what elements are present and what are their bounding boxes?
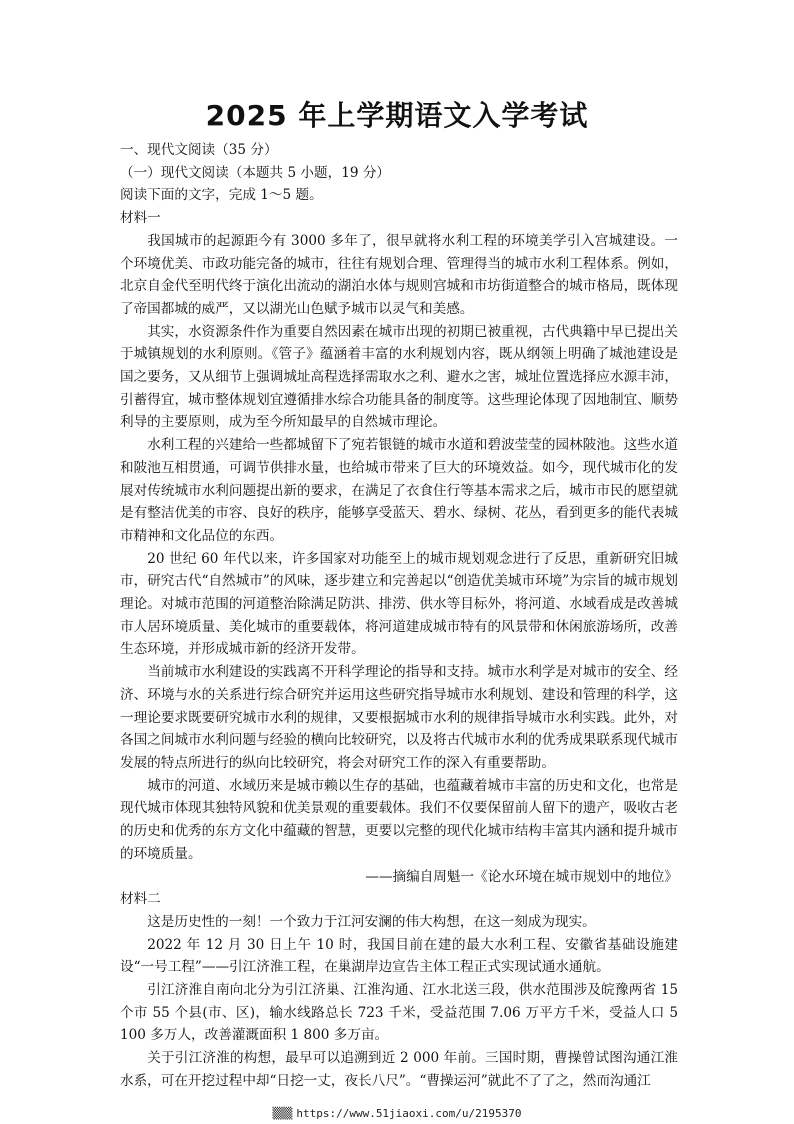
material-one-label: 材料一 xyxy=(120,210,161,227)
footer-watermark xyxy=(0,1107,794,1121)
footer-url-link[interactable]: https://www.51jiaoxi.com/u/2195370 xyxy=(296,1107,522,1120)
footer-mark: ▒▒▒ xyxy=(272,1107,293,1120)
exam-title: 2025 年上学期语文入学考试 xyxy=(205,99,589,132)
material-one-paragraph: 我国城市的起源距今有 3000 多年了，很早就将水利工程的环境美学引入宫城建设。一个环境优美、市政功能完备的城市，往往有规划合理、管理得当的城市水利工程体系。例如，北京自金代至明代终于演化出流动的湖泊水体与规则宫城和市坊街道整合的城市格局，既体现了帝国都城的威严，又以湖光山色赋予城市以灵气和美感。 xyxy=(120,232,678,317)
material-one-paragraph: 其实，水资源条件作为重要自然因素在城市出现的初期已被重视，古代典籍中早已提出关于城镇规划的水利原则。《管子》蕴涵着丰富的水利规划内容，既从纲领上明确了城池建设是国之要务，又从细节上强调城址高程选择需取水之利、避水之害，城址位置选择应水源丰沛，引蓄得宜，城市整体规划宜遵循排水综合功能具备的制度等。这些理论体现了因地制宜、顺势利导的主要原则，成为至今所知最早的自然城市理论。 xyxy=(120,323,678,431)
material-one-source: ——摘编自周魁一《论水环境在城市规划中的地位》 xyxy=(365,868,678,885)
material-two-paragraph: 引江济淮自南向北分为引江济巢、江淮沟通、江水北送三段，供水范围涉及皖豫两省 15 个市 55 个县(市、区)，输水线路总长 723 千米，受益范围 7.06 万平方千米，受益人口 5 100 多万人，改善灌溉面积 1 800 多万亩。 xyxy=(120,982,678,1044)
material-one-paragraph: 水利工程的兴建给一些都城留下了宛若银链的城市水道和碧波莹莹的园林陂池。这些水道和陂池互相贯通，可调节供排水量，也给城市带来了巨大的环境效益。如今，现代城市化的发展对传统城市水利问题提出新的要求，在满足了衣食住行等基本需求之后，城市市民的愿望就是有整洁优美的市容、良好的秩序，能够享受蓝天、碧水、绿树、花丛，看到更多的能代表城市精神和文化品位的东西。 xyxy=(120,437,678,544)
reading-instruction: 阅读下面的文字，完成 1～5 题。 xyxy=(120,187,323,204)
material-one-paragraph: 20 世纪 60 年代以来，许多国家对功能至上的城市规划观念进行了反思，重新研究旧城市，研究古代“自然城市”的风味，逐步建立和完善起以“创造优美城市环境”为宗旨的城市规划理论。对城市范围的河道整治除满足防洪、排涝、供水等目标外，将河道、水域看成是改善城市人居环境质量、美化城市的重要载体，将河道建成城市特有的风景带和休闲旅游场所，改善生态环境，并形成城市新的经济开发带。 xyxy=(120,550,678,658)
material-two-paragraph: 2022 年 12 月 30 日上午 10 时，我国目前在建的最大水利工程、安徽省基础设施建设“一号工程”——引江济淮工程，在巢湖岸边宣告主体工程正式实现试通水通航。 xyxy=(120,936,678,976)
material-two-paragraph: 关于引江济淮的构想，最早可以追溯到近 2 000 年前。三国时期，曹操曾试图沟通江淮水系，可在开挖过程中却“日挖一丈，夜长八尺”。“曹操运河”就此不了了之，然而沟通江 xyxy=(120,1050,678,1089)
material-one-paragraph: 当前城市水利建设的实践离不开科学理论的指导和支持。城市水利学是对城市的安全、经济、环境与水的关系进行综合研究并运用这些研究指导城市水利规划、建设和管理的科学，这一理论要求既要研究城市水利的规律，又要根据城市水利的规律指导城市水利实践。此外，对各国之间城市水利问题与经验的横向比较研究，以及将古代城市水利的优秀成果联系现代城市发展的特点所进行的纵向比较研究，将会对研究工作的深入有重要帮助。 xyxy=(120,664,678,771)
material-two-paragraph: 这是历史性的一刻！一个致力于江河安澜的伟大构想，在这一刻成为现实。 xyxy=(147,913,596,930)
exam-content xyxy=(120,139,678,1093)
material-two-label: 材料二 xyxy=(120,891,161,908)
material-one-paragraph: 城市的河道、水域历来是城市赖以生存的基础，也蕴藏着城市丰富的历史和文化，也常是现代城市体现其独特风貌和优美景观的重要载体。我们不仅要保留前人留下的遗产，吸收古老的历史和优秀的东方文化中蕴藏的智慧，更要以完整的现代化城市结构丰富其内涵和提升城市的环境质量。 xyxy=(120,777,678,862)
section-heading: 一、现代文阅读（35 分） xyxy=(120,142,278,158)
subsection-heading: （一）现代文阅读（本题共 5 小题，19 分） xyxy=(120,164,391,181)
